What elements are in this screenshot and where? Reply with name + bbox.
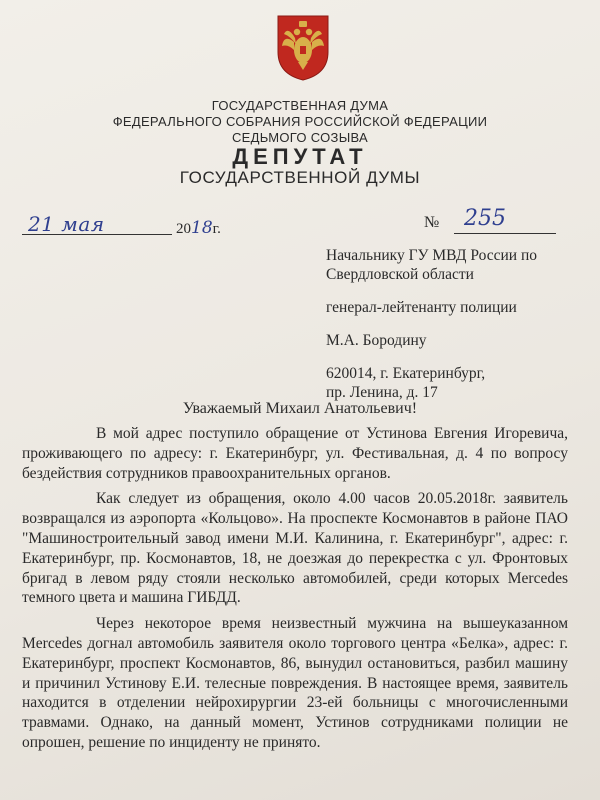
- addressee-street: пр. Ленина, д. 17: [326, 384, 438, 401]
- institution-header: [0, 98, 600, 146]
- number-underline: [454, 233, 556, 234]
- letterhead-title: ДЕПУТАТ: [232, 144, 368, 169]
- date-underline: [22, 234, 172, 235]
- addressee-name: М.А. Бородину: [326, 332, 427, 349]
- letter-date: [22, 212, 242, 238]
- header-line-1: ГОСУДАРСТВЕННАЯ ДУМА: [211, 98, 389, 113]
- header-line-2: ФЕДЕРАЛЬНОГО СОБРАНИЯ РОССИЙСКОЙ ФЕДЕРАЦИИ: [112, 114, 488, 129]
- paragraph: Как следует из обращения, около 4.00 часов 20.05.2018г. заявитель возвращался из аэропорта «Кольцово». На проспекте Космонавтов в районе ПАО "Машиностроительный завод имени М.И. Калинина, г. Екатеринбург", адрес: г. Екатеринбург, пр. Космонавтов, 18, не доезжая до перекрестка с ул. Фронтовых бригад в левом ряду стояли несколько автомобилей, среди которых Mercedes темного цвета и машина ГИБДД.: [22, 490, 568, 607]
- salutation: Уважаемый Михаил Анатольевич!: [182, 400, 418, 417]
- handwritten-number: 255: [464, 206, 506, 231]
- addressee-position: Начальнику ГУ МВД России по Свердловской области: [326, 247, 538, 283]
- paragraph: Через некоторое время неизвестный мужчина на вышеуказанном Mercedes догнал автомобиль заявителя около торгового центра «Белка», адрес: г. Екатеринбург, проспект Космонавтов, 86, вынудил остановиться, разбил машину и причинил Устинову Е.И. телесные повреждения. В настоящее время, заявитель находится в отделении нейрохирургии 23-ей больницы с многочисленными травмами. Однако, на данный момент, Устинов сотрудниками полиции не опрошен, решение по инциденту не принято.: [22, 615, 568, 751]
- coat-of-arms-emblem: [274, 12, 332, 82]
- addressee-rank: генерал-лейтенанту полиции: [326, 299, 517, 316]
- date-year: [176, 218, 221, 238]
- letter-body: [22, 424, 568, 759]
- year-handwritten: 18: [191, 218, 213, 238]
- addressee-block: [326, 246, 588, 402]
- header-line-3: СЕДЬМОГО СОЗЫВА: [231, 130, 369, 145]
- number-label: №: [424, 214, 440, 231]
- handwritten-date: 21 мая: [28, 212, 105, 236]
- letterhead-subtitle: ГОСУДАРСТВЕННОЙ ДУМЫ: [179, 168, 421, 187]
- paragraph: В мой адрес поступило обращение от Устинова Евгения Игоревича, проживающего по адресу: г. Екатеринбург, ул. Фестивальная, д. 4 по вопросу бездействия сотрудников правоохранительных органов.: [22, 425, 568, 482]
- year-prefix: 20: [176, 221, 191, 237]
- addressee-postal: 620014, г. Екатеринбург,: [326, 365, 486, 382]
- year-suffix: г.: [212, 221, 221, 237]
- letter-number: [424, 208, 564, 238]
